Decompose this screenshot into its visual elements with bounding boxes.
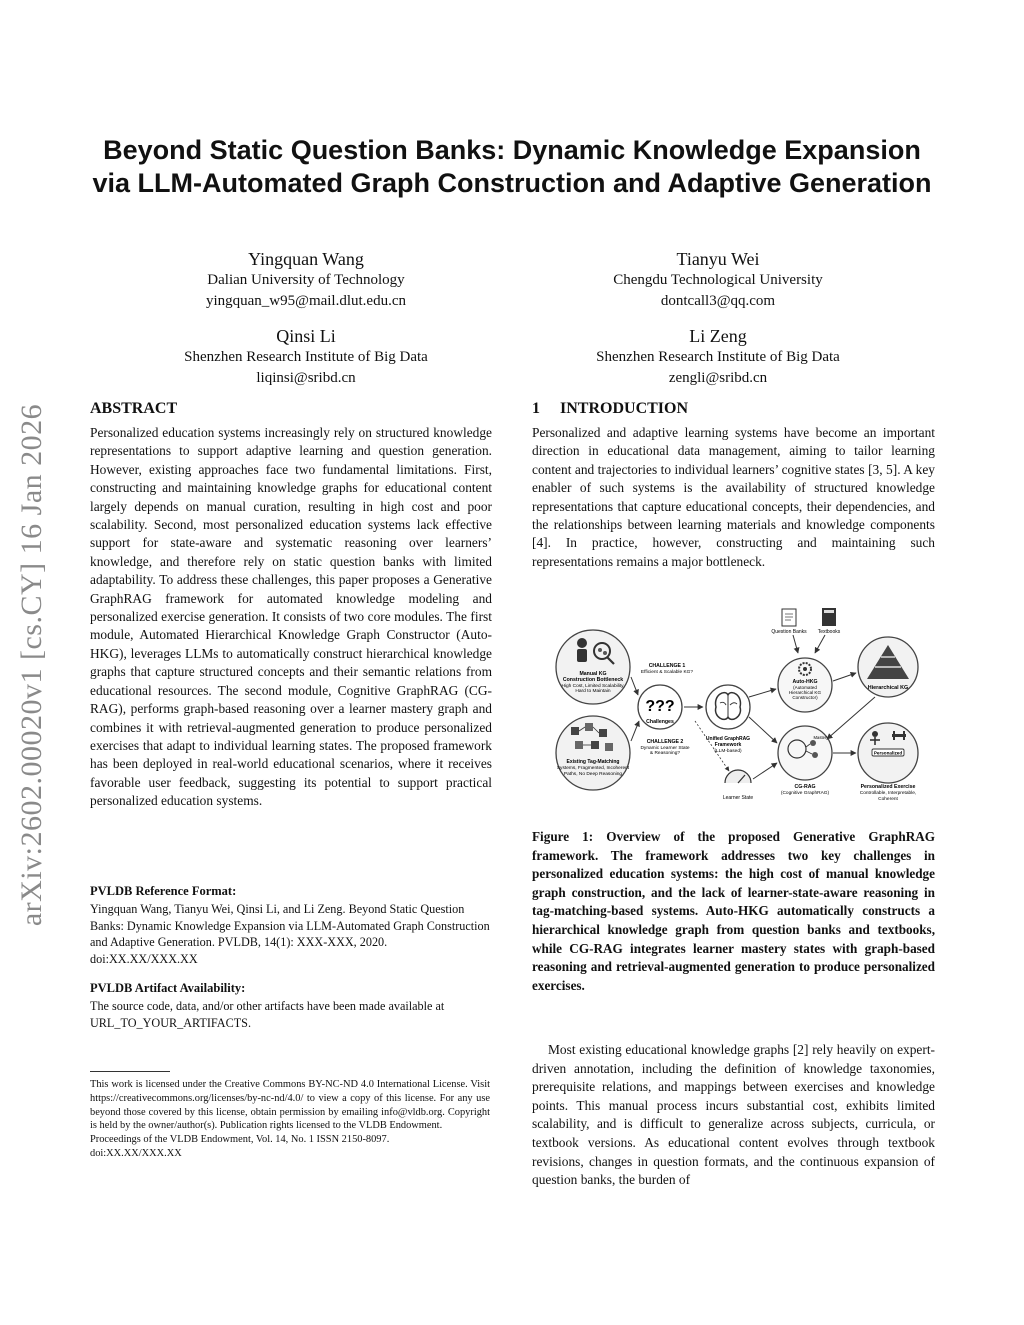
author-affiliation: Shenzhen Research Institute of Big Data <box>596 349 840 365</box>
manual-kg-title-1: Manual KG <box>579 671 607 677</box>
personalized-exercise-desc-1: Controllable, Interpretable, <box>859 791 917 796</box>
introduction-heading <box>532 398 935 420</box>
author-name: Tianyu Wei <box>676 249 760 269</box>
learner-state-label: Learner State <box>722 795 754 801</box>
challenge-2-desc-2: & Reasoning? <box>649 751 681 756</box>
autohkg-desc-2: Hierarchical KG <box>788 690 822 695</box>
footnote-divider <box>90 1071 170 1072</box>
arrow-framework-to-cgrag <box>749 717 777 743</box>
arrow-learner-to-cgrag <box>753 763 777 779</box>
author-block <box>538 325 898 389</box>
author-email[interactable]: dontcall3@qq.com <box>660 293 776 309</box>
author-block <box>126 325 486 389</box>
ref-format-heading: PVLDB Reference Format: <box>90 884 237 898</box>
introduction-section <box>532 398 935 571</box>
autohkg-title: Auto-HKG <box>792 679 818 685</box>
cgrag-title: CG-RAG <box>794 784 816 790</box>
ref-format-text: Yingquan Wang, Tianyu Wei, Qinsi Li, and Li Zeng. Beyond Static Question Banks: Dynamic Knowledge Expansion via LLM-Automated Graph Construction and Adaptive Generation. PVLDB, 14(1): XXX-XXX, 2020. doi:XX.XX/XXX.XX <box>90 902 490 966</box>
author-name: Li Zeng <box>689 326 747 346</box>
artifact-text: The source code, data, and/or other artifacts have been made available at URL_TO_YOUR_ARTIFACTS. <box>90 999 445 1030</box>
arrow-banks-to-autohkg <box>793 635 798 653</box>
author-affiliation: Shenzhen Research Institute of Big Data <box>184 349 428 365</box>
author-email[interactable]: yingquan_w95@mail.dlut.edu.cn <box>205 293 407 309</box>
footnote-doi: doi:XX.XX/XXX.XX <box>90 1147 182 1159</box>
arrow-tag-to-challenges <box>631 721 639 741</box>
artifact-heading: PVLDB Artifact Availability: <box>90 981 246 996</box>
tag-matching-desc-1: Systems, Fragmented, Incoherent <box>556 766 630 771</box>
pvldb-info <box>90 883 492 1044</box>
unified-framework-sub: Framework <box>714 742 742 748</box>
arrow-autohkg-to-kg <box>833 673 856 681</box>
tag-matching-desc-2: Paths, No Deep Reasoning <box>563 772 623 777</box>
hierarchical-kg-label: Hierarchical KG <box>867 685 909 691</box>
paper-title: Beyond Static Question Banks: Dynamic Knowledge Expansion via LLM-Automated Graph Construction and Adaptive Generation <box>92 135 932 198</box>
author-block <box>126 248 486 312</box>
cgrag-desc: (Cognitive GraphRAG) <box>780 791 830 796</box>
arxiv-identifier-text: arXiv:2602.00020v1 [cs.CY] 16 Jan 2026 <box>15 403 48 926</box>
introduction-paragraph-2: Most existing educational knowledge graphs [2] rely heavily on expert-driven annotation, including the definition of knowledge taxonomies, prerequisite relations, and mappings between exercises and knowledge points. This manual process incurs substantial cost, exhibits limited scalability, and is difficult to generalize across subjects, curricula, or textbook versions. As educational content evolves through textbook revisions, changes in question formats, and the continuous expansion of question banks, the burden of <box>532 1042 935 1188</box>
license-footnote <box>90 1078 490 1161</box>
author-name: Qinsi Li <box>276 326 336 346</box>
textbooks-label: Textbooks <box>817 629 841 635</box>
challenge-1-desc: Efficient & Scalable KG? <box>640 670 694 675</box>
introduction-paragraph-1: Personalized and adaptive learning systems have become an important direction in educational data management, aiming to tailor learning content and trajectories to individual learners’ cognitive states [3, 5]. A key enabler of such systems is the availability of structured knowledge representations that capture educational concepts, their dependencies, and the relationships between learning materials and knowledge components [4]. In practice, however, constructing and maintaining such representations remains a major bottleneck. <box>532 425 935 569</box>
license-text: This work is licensed under the Creative Commons BY-NC-ND 4.0 International License. Visit https://creativecommons.org/licenses/by-nc-nd/4.0/ to view a copy of this license. For any use beyond those covered by this license, obtain permission by emailing info@vldb.org. Copyright is held by the owner/author(s). Publication rights licensed to the VLDB Endowment. <box>90 1079 490 1132</box>
autohkg-desc-1: (Automated <box>793 685 817 690</box>
author-affiliation: Dalian University of Technology <box>207 272 405 288</box>
author-email[interactable]: zengli@sribd.cn <box>668 370 768 386</box>
author-block <box>538 248 898 312</box>
unified-framework-title: Unified GraphRAG <box>705 736 751 742</box>
textbooks-icon <box>822 608 836 626</box>
challenges-label: Challenges <box>646 719 674 725</box>
author-name: Yingquan Wang <box>248 249 364 269</box>
section-number: 1 <box>532 400 540 417</box>
manual-kg-desc-2: Hard to Maintain <box>575 689 611 694</box>
arxiv-identifier-stamp <box>12 372 52 957</box>
personalized-exercise-desc-2: Coherent <box>878 797 898 802</box>
unified-framework-note: (LLM-based) <box>714 749 742 754</box>
question-banks-label: Question Banks <box>771 629 807 635</box>
arrow-textbooks-to-autohkg <box>815 635 825 653</box>
manual-kg-desc-1: High Cost, Limited Scalability, <box>561 684 625 689</box>
question-banks-icon <box>782 609 796 626</box>
manual-kg-title-2: Construction Bottleneck <box>562 677 624 683</box>
personalized-exercise-title: Personalized Exercise <box>860 784 916 790</box>
challenge-2-title: CHALLENGE 2 <box>646 739 684 745</box>
challenge-2-desc-1: Dynamic Learner State <box>640 746 690 751</box>
challenge-1-title: CHALLENGE 1 <box>648 663 686 669</box>
section-title: INTRODUCTION <box>560 400 689 417</box>
proceedings-text: Proceedings of the VLDB Endowment, Vol. 14, No. 1 ISSN 2150-8097. <box>90 1134 390 1146</box>
abstract-text: Personalized education systems increasingly rely on structured knowledge representations to support adaptive learning and question generation. However, existing approaches face two fundamental limitations. First, constructing and maintaining knowledge graphs for educational content largely depends on manual curation, resulting in high cost and poor scalability. Second, most personalized education systems lack effective support for state-aware and systematic reasoning over learners’ knowledge, and therefore rely on static question banks with limited adaptability. To address these challenges, this paper proposes a Generative GraphRAG framework for automated knowledge modeling and personalized exercise generation. It consists of two core modules. The first module, Automated Hierarchical Knowledge Graph Constructor (Auto-HKG), leverages LLMs to automatically construct hierarchical knowledge graphs that capture structured concepts and their semantic relations from educational resources. The second module, Cognitive GraphRAG (CG-RAG), performs graph-based reasoning over a learner mastery graph and combines it with retrieval-augmented generation to produce personalized exercises that adapt to individual learning states. The proposed framework has been deployed in real-world educational scenarios, where it receives favorable user feedback, suggesting its potential to support practical personalized education systems. <box>90 425 492 809</box>
abstract-heading: ABSTRACT <box>90 400 178 417</box>
author-email[interactable]: liqinsi@sribd.cn <box>256 370 356 386</box>
autohkg-desc-3: Constructor) <box>792 695 818 700</box>
abstract-section <box>90 398 492 811</box>
arrow-framework-to-autohkg <box>749 689 776 697</box>
learner-state-gauge-icon <box>725 770 751 783</box>
framework-diagram <box>545 603 930 811</box>
author-affiliation: Chengdu Technological University <box>613 272 823 288</box>
framework-figure <box>545 603 930 811</box>
personalized-badge: Personalized <box>873 750 903 756</box>
tag-matching-title: Existing Tag-Matching <box>566 759 620 765</box>
arrow-manual-to-challenges <box>631 677 638 695</box>
figure-caption: Figure 1: Overview of the proposed Generative GraphRAG framework. The framework addresses two key challenges in personalized education systems: the high cost of manual knowledge graph construction, and the lack of learner-state-aware reasoning in tag-matching-based systems. Auto-HKG automatically constructs a hierarchical knowledge graph from question banks and textbooks, while CG-RAG integrates learner mastery states with graph-based reasoning and retrieval-augmented generation to produce personalized exercises. <box>532 829 935 993</box>
mastery-label: Mastery <box>813 735 829 740</box>
question-marks-icon: ??? <box>645 698 675 715</box>
